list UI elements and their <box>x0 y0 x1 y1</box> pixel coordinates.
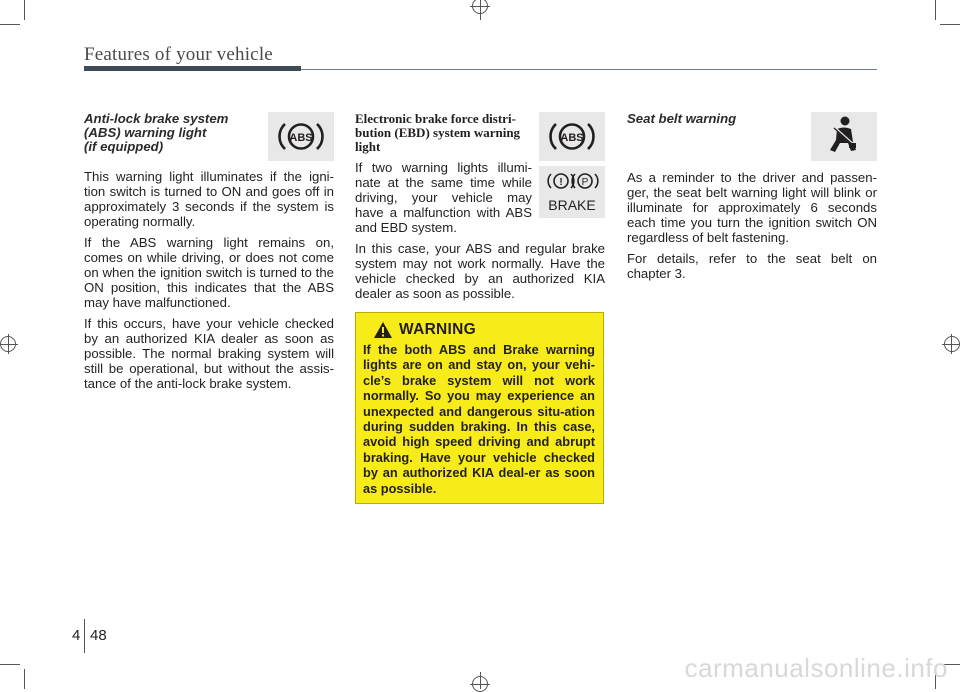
crop-mark <box>940 24 960 25</box>
abs-heading <box>84 112 264 154</box>
seat-belt-heading: Seat belt warning <box>627 111 737 126</box>
seat-belt-paragraph: For details, refer to the seat belt on chapter 3. <box>627 251 877 281</box>
abs-column <box>84 112 334 397</box>
abs-paragraph: If the ABS warning light remains on, comes on while driving, or does not come on when the ignition switch is turned to the ON position, this indicates that the ABS may have malfunctioned. <box>84 235 334 310</box>
ebd-heading <box>355 112 535 154</box>
abs-paragraph: This warning light illuminates if the igni-tion switch is turned to ON and goes off in approximately 3 seconds if the system is operating normally. <box>84 169 334 229</box>
svg-text:ABS: ABS <box>289 132 313 144</box>
warning-triangle-icon <box>373 321 393 339</box>
warning-title-row <box>373 321 595 339</box>
brake-label: BRAKE <box>548 197 596 213</box>
watermark: carmanualsonline.info <box>684 653 948 683</box>
footer-divider <box>84 619 85 653</box>
registration-mark <box>472 676 488 692</box>
crop-mark <box>0 664 20 665</box>
page-number: 48 <box>90 627 107 644</box>
ebd-heading-line: Electronic brake force distri- <box>355 111 516 126</box>
svg-text:ABS: ABS <box>560 132 584 144</box>
chapter-number: 4 <box>72 627 81 644</box>
abs-heading-line: (ABS) warning light <box>84 125 207 140</box>
abs-heading-line: Anti-lock brake system <box>84 111 229 126</box>
registration-mark <box>472 0 488 14</box>
crop-mark <box>24 669 25 689</box>
abs-heading-line: (if equipped) <box>84 139 164 154</box>
svg-text:!: ! <box>559 177 563 188</box>
registration-mark <box>0 336 16 352</box>
header-rule-line <box>301 69 877 70</box>
ebd-paragraph: If two warning lights illumi-nate at the same time while driving, your vehicle may have a malfunction with ABS and EBD system. <box>355 160 532 235</box>
svg-text:P: P <box>581 177 589 188</box>
ebd-paragraph: In this case, your ABS and regular brake system may not work normally. Have the vehicle checked by an authorized KIA dealer as soon as possible. <box>355 241 605 301</box>
registration-mark <box>944 336 960 352</box>
ebd-heading-line: bution (EBD) system warning <box>355 125 521 140</box>
abs-paragraph: If this occurs, have your vehicle checked by an authorized KIA dealer as soon as possible. The normal braking system will still be operational, but without the assis-tance of the anti-lock brake system. <box>84 316 334 391</box>
header-rule-bar <box>84 66 301 71</box>
ebd-heading-line: light <box>355 139 381 154</box>
ebd-column <box>355 112 605 307</box>
seat-belt-paragraph: As a reminder to the driver and passen-ger, the seat belt warning light will blink or illuminate for approximately 6 seconds each time you turn the ignition switch ON regardless of belt fastening. <box>627 170 877 245</box>
crop-mark <box>935 0 936 20</box>
warning-title: WARNING <box>399 321 477 338</box>
warning-box <box>355 312 604 504</box>
crop-mark <box>24 0 25 20</box>
warning-text: If the both ABS and Brake warning lights are on and stay on, your vehi-cle’s brake system will not work normally. So you may experience an unexpected and dangerous situ-ation during sudden braking. In this case, avoid high speed driving and abrupt braking. Have your vehicle checked by an authorized KIA deal-er as soon as possible. <box>363 342 595 496</box>
seat-belt-column <box>627 112 877 287</box>
crop-mark <box>0 24 20 25</box>
section-header-title: Features of your vehicle <box>84 44 273 65</box>
